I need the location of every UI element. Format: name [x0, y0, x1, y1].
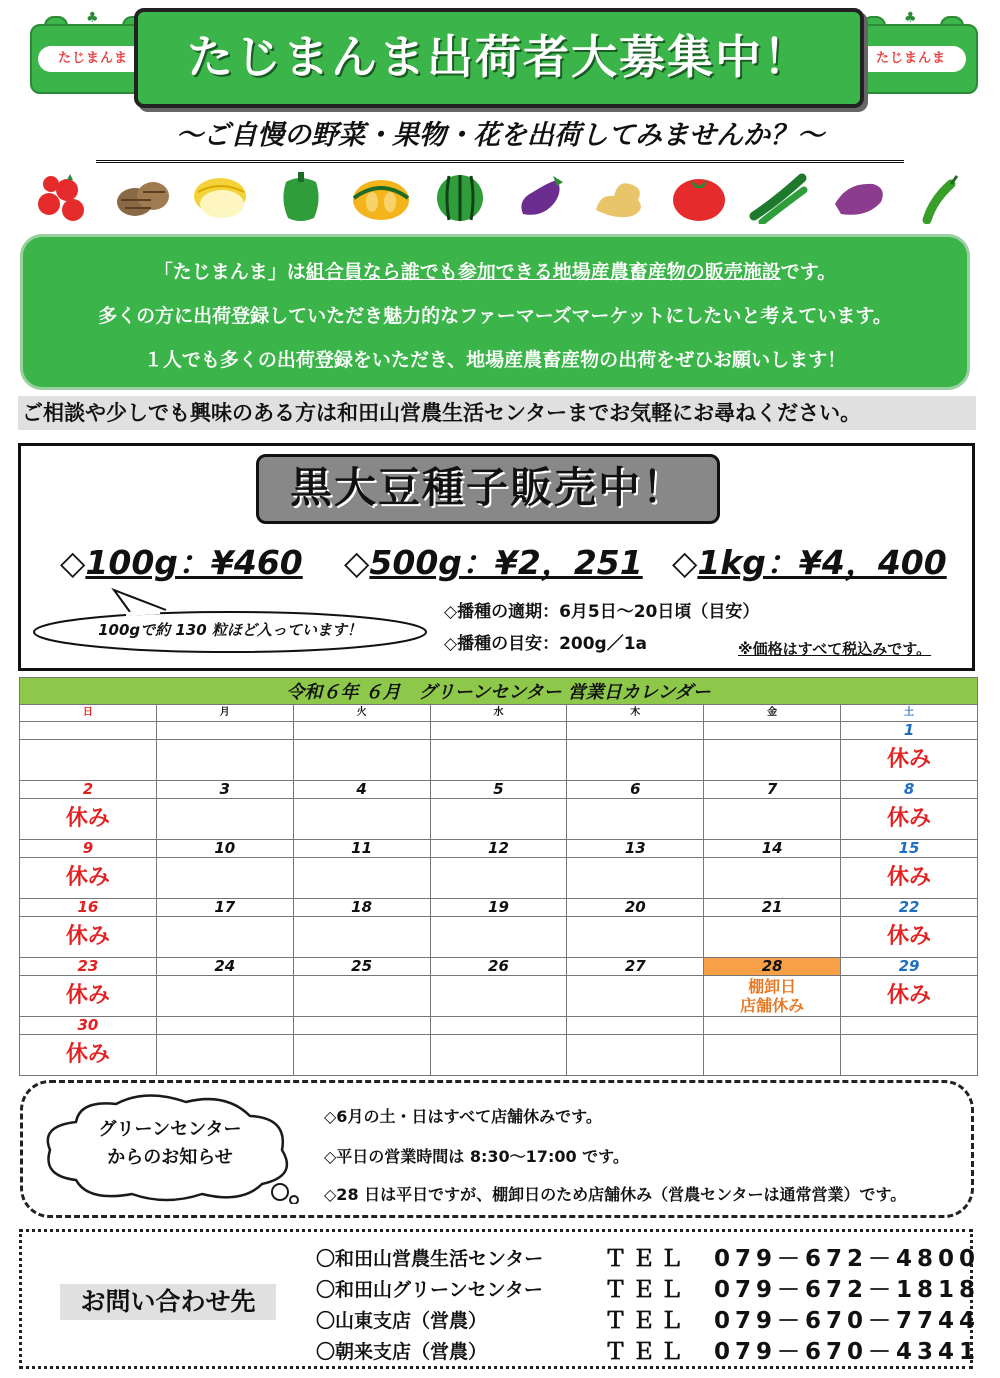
sweet-potato-icon: [826, 169, 890, 225]
day-number: 17: [156, 899, 293, 917]
day-number: 2: [20, 781, 157, 799]
weekday-fri: 金: [704, 705, 841, 722]
closed-label: 休み: [841, 976, 978, 1017]
day-number: 19: [430, 899, 567, 917]
weekday-sun: 日: [20, 705, 157, 722]
day-number: 15: [841, 840, 978, 858]
contact-tel: ＴＥＬ 079－670－7744: [604, 1308, 981, 1334]
day-number: [293, 722, 430, 740]
contact-name: 〇和田山営農生活センター: [316, 1248, 544, 1270]
sprout-icon: ♣: [86, 10, 99, 26]
contact-name: 〇山東支店（営農）: [316, 1310, 488, 1332]
closed-label: 休み: [841, 858, 978, 899]
price-100g: ◇100g：¥460: [60, 543, 303, 582]
melon-icon: [189, 169, 253, 225]
mascot-name: たじまんま: [38, 46, 148, 72]
day-number: 26: [430, 958, 567, 976]
ginger-icon: [587, 169, 651, 225]
closed-label: 休み: [20, 858, 157, 899]
day-number: 27: [567, 958, 704, 976]
day-number: [704, 722, 841, 740]
chili-pepper-icon: [906, 169, 970, 225]
closed-label: 休み: [20, 917, 157, 958]
contact-tel: ＴＥＬ 079－670－4341: [604, 1339, 981, 1365]
day-number: 30: [20, 1017, 157, 1035]
day-number: 13: [567, 840, 704, 858]
seed-title: 黒大豆種子販売中！: [289, 463, 686, 512]
page-subtitle: ～ご自慢の野菜・果物・花を出荷してみませんか？～: [96, 116, 904, 163]
mascot-name: たじまんま: [856, 46, 966, 72]
day-number: [567, 722, 704, 740]
page-title: たじまんま出荷者大募集中！: [187, 30, 811, 84]
day-number: 7: [704, 781, 841, 799]
closed-label: 休み: [841, 740, 978, 781]
day-number: 11: [293, 840, 430, 858]
day-number: 24: [156, 958, 293, 976]
pumpkin-icon: [349, 169, 413, 225]
tax-note: ※価格はすべて税込みです。: [738, 640, 932, 658]
day-number: 18: [293, 899, 430, 917]
tomato-large-icon: [667, 169, 731, 225]
day-number: 4: [293, 781, 430, 799]
day-number: 12: [430, 840, 567, 858]
pepper-icon: [269, 169, 333, 225]
business-calendar: [19, 677, 978, 1076]
day-number: 3: [156, 781, 293, 799]
eggplant-icon: [508, 169, 572, 225]
intro-line-2: 多くの方に出荷登録していただき魅力的なファーマーズマーケットにしたいと考えています。: [98, 305, 892, 327]
bubble-text: 100gで約 130 粒ほど入っています！: [98, 621, 362, 639]
sprout-icon: ♣: [904, 10, 917, 26]
contact-name: 〇和田山グリーンセンター: [316, 1279, 543, 1301]
day-number: 23: [20, 958, 157, 976]
tomato-icon: [30, 169, 94, 225]
day-number: 9: [20, 840, 157, 858]
day-number: 16: [20, 899, 157, 917]
consult-banner: ご相談や少しでも興味のある方は和田山営農生活センターまでお気軽にお尋ねください。: [18, 396, 976, 430]
vegetable-row: [30, 166, 970, 228]
day-number: 22: [841, 899, 978, 917]
sowing-period: ◇播種の適期：6月5日～20日頃（目安）: [444, 602, 760, 622]
day-number: 20: [567, 899, 704, 917]
day-number: 29: [841, 958, 978, 976]
day-number: 10: [156, 840, 293, 858]
weekday-mon: 月: [156, 705, 293, 722]
notice-item-2: ◇平日の営業時間は 8:30～17:00 です。: [324, 1147, 629, 1166]
day-number: 5: [430, 781, 567, 799]
closed-label: 休み: [841, 799, 978, 840]
day-number: [156, 722, 293, 740]
price-1kg: ◇1kg：¥4，400: [672, 543, 947, 582]
contact-label: お問い合わせ先: [60, 1284, 276, 1320]
day-number-stocktake: 28: [704, 958, 841, 976]
day-number: [430, 722, 567, 740]
day-number: 6: [567, 781, 704, 799]
stocktake-label: 棚卸日 店舗休み: [704, 976, 841, 1017]
day-number: 8: [841, 781, 978, 799]
day-number: 25: [293, 958, 430, 976]
notice-item-3: ◇28 日は平日ですが、棚卸日のため店舗休み（営農センターは通常営業）です。: [324, 1185, 907, 1204]
watermelon-icon: [428, 169, 492, 225]
sowing-amount: ◇播種の目安：200g／1a: [444, 634, 648, 654]
closed-label: 休み: [20, 976, 157, 1017]
closed-label: 休み: [20, 799, 157, 840]
notice-cloud-text: グリーンセンター からのお知らせ: [98, 1119, 242, 1168]
day-number: [20, 722, 157, 740]
contact-name: 〇朝来支店（営農）: [316, 1341, 488, 1363]
notice-item-1: ◇6月の土・日はすべて店舗休みです。: [324, 1107, 602, 1126]
weekday-tue: 火: [293, 705, 430, 722]
closed-label: 休み: [20, 1035, 157, 1076]
weekday-thu: 木: [567, 705, 704, 722]
day-number: 14: [704, 840, 841, 858]
calendar-title: 令和６年 ６月 グリーンセンター 営業日カレンダー: [20, 678, 978, 705]
day-number: 1: [841, 722, 978, 740]
cucumber-icon: [747, 169, 811, 225]
weekday-wed: 水: [430, 705, 567, 722]
closed-label: 休み: [841, 917, 978, 958]
price-500g: ◇500g：¥2，251: [344, 543, 643, 582]
contact-tel: ＴＥＬ 079－672－4800: [604, 1246, 981, 1272]
intro-line-1: 「たじまんま」は組合員なら誰でも参加できる地場産農畜産物の販売施設です。: [153, 261, 837, 283]
weekday-sat: 土: [841, 705, 978, 722]
intro-panel: [20, 234, 970, 390]
taro-icon: [110, 169, 174, 225]
intro-line-3: １人でも多くの出荷登録をいただき、地場産農畜産物の出荷をぜひお願いします！: [143, 349, 847, 371]
contact-tel: ＴＥＬ 079－672－1818: [604, 1277, 981, 1303]
day-number: 21: [704, 899, 841, 917]
